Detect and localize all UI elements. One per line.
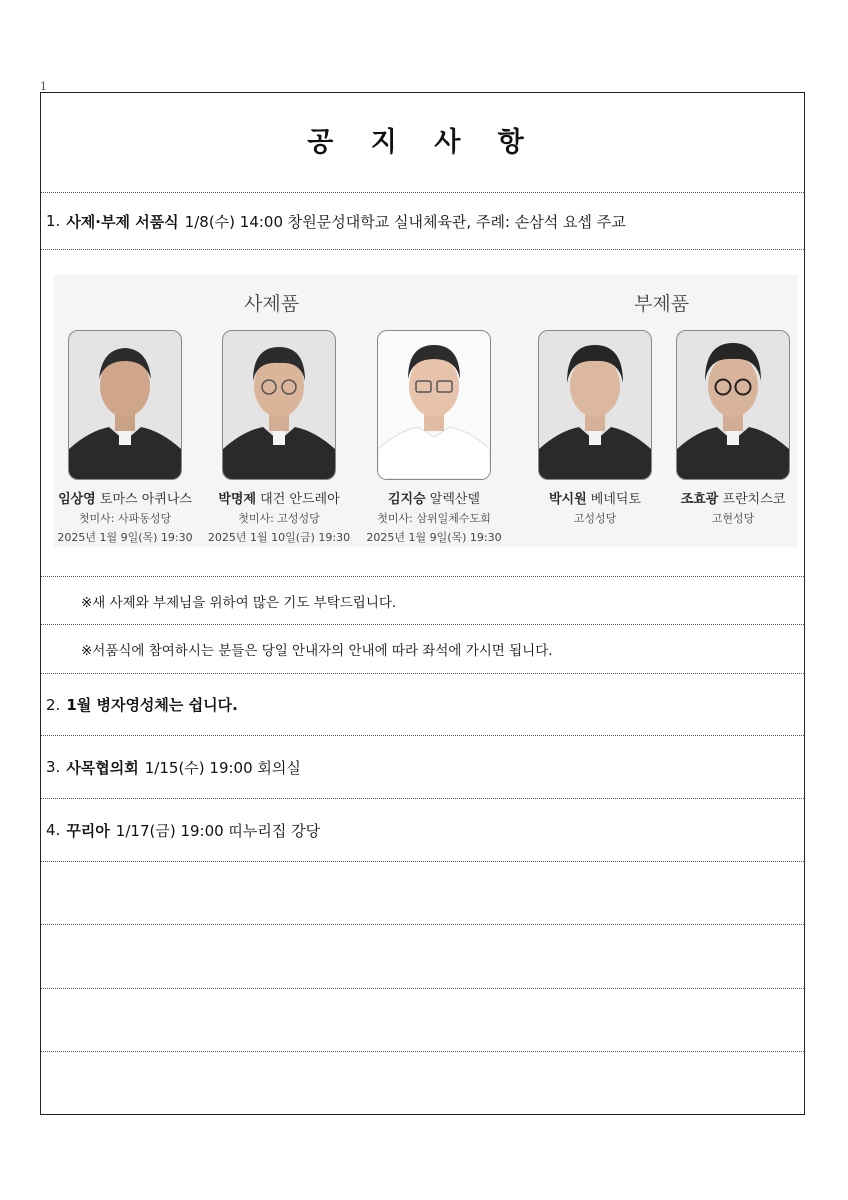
person-baptismal-name: 프란치스코: [722, 492, 786, 507]
portrait-photo: [222, 330, 336, 480]
person-baptismal-name: 대건 안드레아: [260, 492, 340, 507]
person-name-line: [658, 488, 808, 507]
person-first-mass: 첫미사: 삼위일체수도회: [377, 512, 491, 525]
person-name: 임상영: [58, 492, 96, 507]
person-baptismal-name: 토마스 아퀴나스: [99, 492, 192, 507]
empty-row: [41, 925, 804, 989]
person-name: 박명제: [218, 492, 257, 507]
item-number: 4.: [46, 821, 61, 839]
ordination-photo-row: [41, 250, 804, 577]
person-card: [204, 330, 354, 545]
person-card: [658, 330, 808, 526]
person-baptismal-name: 베네딕토: [590, 492, 642, 507]
page-title: 공 지 사 항: [41, 93, 804, 193]
page-number-mark: 1: [40, 80, 47, 93]
person-name-line: [204, 488, 354, 507]
person-name: 박시원: [548, 492, 587, 507]
person-name-line: [50, 488, 200, 507]
item-text: 1/17(금) 19:00 띠누리집 강당: [115, 821, 321, 840]
portrait-photo: [538, 330, 652, 480]
item-number: 1.: [46, 212, 61, 230]
item-number: 2.: [46, 695, 61, 714]
person-name: 김지승: [387, 492, 426, 507]
item-number: 3.: [46, 758, 61, 776]
person-baptismal-name: 알렉산델: [429, 492, 481, 507]
person-parish: 고현성당: [711, 512, 755, 525]
person-name-line: [520, 488, 670, 507]
item-heading: 1월 병자영성체는 쉽니다.: [66, 696, 238, 714]
person-date: 2025년 1월 9일(목) 19:30: [57, 531, 193, 544]
person-card: [50, 330, 200, 545]
notice-item-2: [41, 674, 804, 736]
notice-note-2: ※서품식에 참여하시는 분들은 당일 안내자의 안내에 따라 좌석에 가시면 됩니다.: [41, 625, 804, 674]
person-date: 2025년 1월 10일(금) 19:30: [207, 531, 351, 544]
person-first-mass: 첫미사: 고성성당: [238, 512, 320, 525]
empty-row: [41, 989, 804, 1052]
deacon-group-label: 부제품: [634, 293, 690, 315]
person-name-line: [359, 488, 509, 507]
item-heading: 꾸리아: [66, 821, 110, 840]
notice-item-4: [41, 799, 804, 862]
person-parish: 고성성당: [573, 512, 617, 525]
portrait-photo: [68, 330, 182, 480]
item-text: 1/8(수) 14:00 창원문성대학교 실내체육관, 주례: 손삼석 요셉 주교: [184, 212, 626, 231]
empty-row: [41, 1052, 804, 1114]
notice-item-1: [41, 193, 804, 250]
ordination-photo-panel: [54, 275, 798, 547]
person-date: 2025년 1월 9일(목) 19:30: [366, 531, 502, 544]
priest-group-label: 사제품: [244, 293, 300, 315]
item-text: 1/15(수) 19:00 회의실: [144, 758, 301, 777]
empty-row: [41, 862, 804, 925]
person-card: [520, 330, 670, 526]
person-first-mass: 첫미사: 사파동성당: [78, 512, 172, 525]
item-heading: 사제·부제 서품식: [66, 212, 179, 231]
notice-note-1: ※새 사제와 부제님을 위하여 많은 기도 부탁드립니다.: [41, 577, 804, 625]
person-card: [359, 330, 509, 545]
person-name: 조효광: [680, 492, 719, 507]
item-heading: 사목협의회: [66, 758, 139, 777]
notice-sheet: [40, 92, 805, 1115]
portrait-photo: [676, 330, 790, 480]
notice-item-3: [41, 736, 804, 799]
portrait-photo: [377, 330, 491, 480]
